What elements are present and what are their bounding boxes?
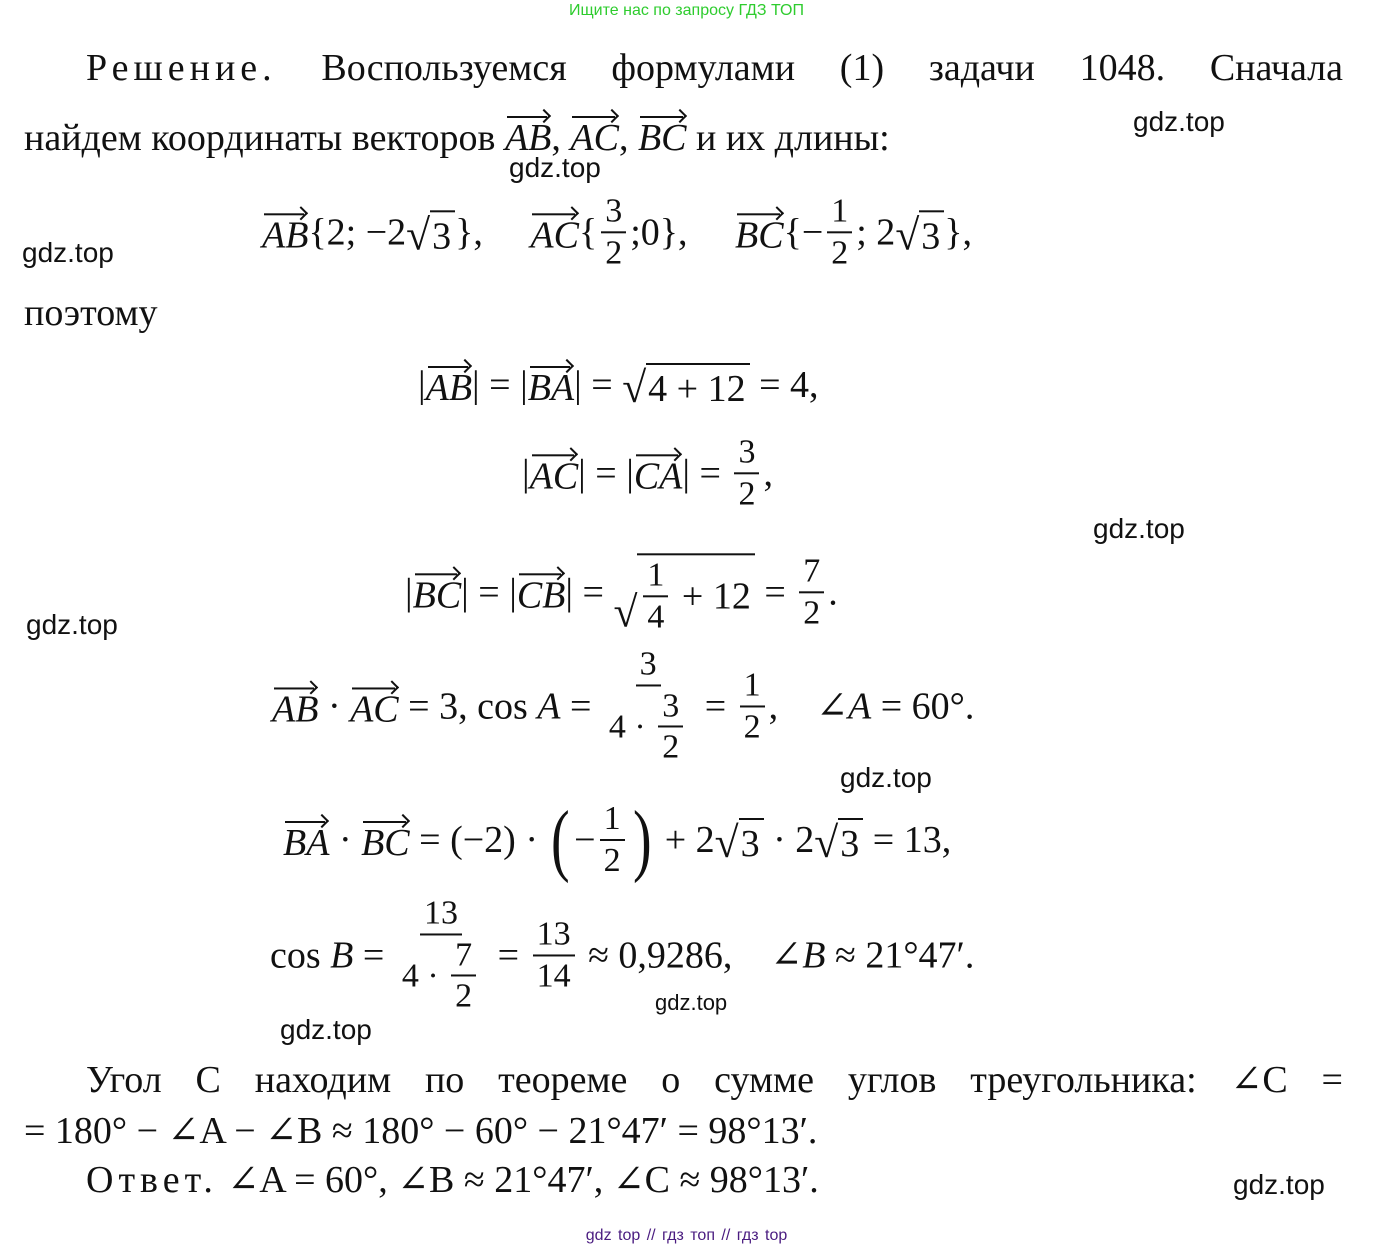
vector-ba: BA <box>528 360 574 410</box>
math-text: {− <box>783 211 824 253</box>
square-root <box>622 359 749 411</box>
math-text: | <box>522 452 530 494</box>
angle-c-calculation: = 180° − ∠A − ∠B ≈ 180° − 60° − 21°47′ = 98°13′. <box>24 1110 818 1152</box>
math-text: 2 <box>605 234 623 271</box>
math-text: {2; −2 <box>308 211 407 253</box>
math-text: 14 <box>536 957 571 994</box>
math-text: 3 <box>840 823 860 865</box>
vector-ab: AB <box>505 110 551 160</box>
watermark: gdz.top <box>26 609 118 640</box>
math-text: cos <box>270 934 331 976</box>
math-text: { <box>578 211 598 253</box>
math-text: | <box>405 571 413 613</box>
denominator <box>533 956 575 994</box>
math-text: 3 <box>639 645 657 683</box>
denominator <box>398 935 484 1014</box>
denominator <box>734 474 759 512</box>
math-variable: A <box>537 685 561 727</box>
math-text: = (−2) · <box>409 819 548 861</box>
answer-label: Ответ. <box>86 1159 218 1201</box>
math-variable: B <box>330 934 354 976</box>
denominator <box>605 686 691 765</box>
math-text: · <box>329 819 362 861</box>
math-text: 1 <box>743 666 761 704</box>
math-text: 13 <box>423 894 458 932</box>
math-text: = <box>754 571 796 613</box>
watermark: gdz.top <box>509 152 601 183</box>
math-text: = 13, <box>863 819 952 861</box>
formula-length-ab <box>418 359 819 411</box>
math-text: | = | <box>578 452 634 494</box>
math-text: ;0}, <box>630 211 736 253</box>
large-parenthesis: ( <box>551 796 571 884</box>
vector-ac: AC <box>570 110 619 160</box>
math-text: 3 <box>740 823 760 865</box>
radicand <box>838 818 863 866</box>
solution-label: Решение. <box>86 47 277 89</box>
math-text: = <box>488 934 529 976</box>
fraction <box>451 937 476 1014</box>
numerator <box>799 553 824 593</box>
math-text: . <box>828 571 838 613</box>
math-text: }, <box>455 211 531 253</box>
math-text: + 12 <box>672 575 751 617</box>
math-text: | = <box>574 364 623 406</box>
fraction <box>398 895 484 1014</box>
math-text: = <box>353 934 394 976</box>
radicand <box>430 210 455 258</box>
math-text: 2 <box>662 728 680 766</box>
square-root <box>715 814 764 866</box>
answer-line <box>86 1157 819 1202</box>
watermark: gdz.top <box>22 237 114 268</box>
math-text: · 2 <box>763 819 815 861</box>
math-text: 3 <box>738 433 756 471</box>
numerator <box>740 667 765 707</box>
math-text: , ∠ <box>768 685 849 728</box>
numerator <box>601 193 626 233</box>
solution-line-2: найдем координаты векторов AB, AC, BC и их длины: <box>24 110 890 160</box>
text-fragment: найдем координаты векторов <box>24 117 505 159</box>
math-text: 7 <box>803 552 821 590</box>
formula-angle-b <box>270 895 974 1014</box>
math-text: | = | <box>472 364 528 406</box>
radical-sign: √ <box>622 364 647 413</box>
math-text: = <box>560 685 601 727</box>
radicand <box>739 818 764 866</box>
vector-ac: AC <box>350 681 399 731</box>
numerator <box>827 193 852 233</box>
math-text: | <box>418 364 426 406</box>
square-root <box>406 206 455 258</box>
formula-length-ac <box>522 434 773 511</box>
math-text: | = | <box>461 571 517 613</box>
vector-ab: AB <box>272 681 318 731</box>
denominator <box>451 977 476 1015</box>
vector-ab: AB <box>426 360 472 410</box>
math-text: = 60°. <box>871 685 975 727</box>
math-text: 2 <box>831 234 849 271</box>
math-text: 2 <box>455 977 473 1015</box>
vector-ac: AC <box>530 448 579 498</box>
fraction <box>605 646 691 765</box>
radical-sign: √ <box>895 211 920 260</box>
vector-bc: BC <box>361 815 410 865</box>
math-text: 1 <box>831 192 849 230</box>
math-text: ≈ 21°47′. <box>825 934 975 976</box>
angle-c-text: Угол C находим по теореме о сумме углов треугольника: ∠C = <box>86 1059 1343 1101</box>
vector-cb: CB <box>517 567 566 617</box>
math-text: | = <box>565 571 614 613</box>
text-fragment: и их длины: <box>686 117 890 159</box>
denominator <box>643 597 668 635</box>
watermark: gdz.top <box>655 990 728 1015</box>
vector-bc: BC <box>735 207 784 257</box>
numerator <box>643 557 668 597</box>
therefore-text: поэтому <box>24 292 158 334</box>
denominator <box>600 841 625 879</box>
math-text: 4 · <box>608 708 655 745</box>
radical-sign: √ <box>406 211 431 260</box>
math-text: 1 <box>647 556 665 594</box>
math-text: 3 <box>605 192 623 230</box>
watermark: gdz.top <box>1233 1169 1325 1200</box>
math-text: 3 <box>662 687 680 725</box>
footer-watermark: gdz top // гдз топ // гдз top <box>585 1227 788 1244</box>
math-text: 2 <box>603 842 621 879</box>
denominator <box>827 233 852 271</box>
formula-length-bc <box>405 549 838 634</box>
watermark: gdz.top <box>840 762 932 793</box>
math-text: 3 <box>921 215 941 257</box>
watermark: gdz.top <box>280 1014 372 1045</box>
radicand <box>919 210 944 258</box>
formula-angle-a <box>272 646 974 765</box>
math-text: = 4, <box>749 364 819 406</box>
radical-sign: √ <box>613 587 638 636</box>
math-text: + 2 <box>655 819 715 861</box>
math-text: }, <box>944 211 973 253</box>
radical-sign: √ <box>814 819 839 868</box>
denominator <box>799 593 824 631</box>
square-root <box>613 549 754 634</box>
math-text: = 3, cos <box>398 685 538 727</box>
fraction <box>643 557 668 634</box>
math-text: 4 + 12 <box>648 368 746 410</box>
vector-bc: BC <box>638 110 687 160</box>
vector-ba: BA <box>283 815 329 865</box>
solution-intro: Воспользуемся формулами (1) задачи 1048. Сначала <box>321 47 1344 89</box>
fraction <box>799 553 824 630</box>
watermark: gdz.top <box>1133 106 1225 137</box>
vector-ca: CA <box>634 448 683 498</box>
radical-sign: √ <box>714 819 739 868</box>
math-text: − <box>574 819 596 861</box>
numerator <box>658 688 683 728</box>
math-text: = <box>695 685 736 727</box>
denominator <box>601 233 626 271</box>
radicand <box>646 363 749 411</box>
vector-ac: AC <box>530 207 579 257</box>
math-text: 2 <box>738 475 756 512</box>
watermark: gdz.top <box>1093 513 1185 544</box>
denominator <box>740 707 765 745</box>
solution-line-1 <box>86 46 1343 90</box>
math-text: 1 <box>603 800 621 838</box>
fraction <box>533 916 575 993</box>
vector-bc: BC <box>413 567 462 617</box>
formula-dot-ba-bc <box>283 796 952 884</box>
fraction <box>600 801 625 878</box>
math-text: 4 · <box>401 957 448 994</box>
math-text: 3 <box>432 215 452 257</box>
numerator <box>533 916 575 956</box>
fraction <box>827 193 852 270</box>
answer-values: ∠A = 60°, ∠B ≈ 21°47′, ∠C ≈ 98°13′. <box>217 1159 819 1201</box>
math-text: 13 <box>536 915 571 953</box>
fraction <box>601 193 626 270</box>
square-root <box>895 206 944 258</box>
formula-vector-coordinates <box>262 193 972 270</box>
denominator <box>658 728 683 766</box>
vector-ab: AB <box>262 207 308 257</box>
numerator <box>420 895 462 935</box>
math-text: 4 <box>647 598 665 635</box>
numerator <box>734 434 759 474</box>
math-text: | = <box>682 452 731 494</box>
square-root <box>814 814 863 866</box>
math-text: 7 <box>455 936 473 974</box>
numerator <box>451 937 476 977</box>
math-text: 2 <box>743 708 761 745</box>
numerator <box>636 646 661 686</box>
math-text: 2 <box>803 594 821 631</box>
fraction <box>740 667 765 744</box>
math-text: , <box>763 452 773 494</box>
fraction <box>734 434 759 511</box>
math-text: · <box>318 685 351 727</box>
fraction <box>658 688 683 765</box>
math-variable: B <box>802 934 826 976</box>
numerator <box>600 801 625 841</box>
math-variable: A <box>848 685 872 727</box>
search-hint-banner: Ищите нас по запросу ГДЗ ТОП <box>569 2 804 19</box>
large-parenthesis: ) <box>632 796 652 884</box>
math-text: ; 2 <box>856 211 896 253</box>
math-text: ≈ 0,9286, ∠ <box>578 934 803 977</box>
radicand <box>637 553 754 634</box>
